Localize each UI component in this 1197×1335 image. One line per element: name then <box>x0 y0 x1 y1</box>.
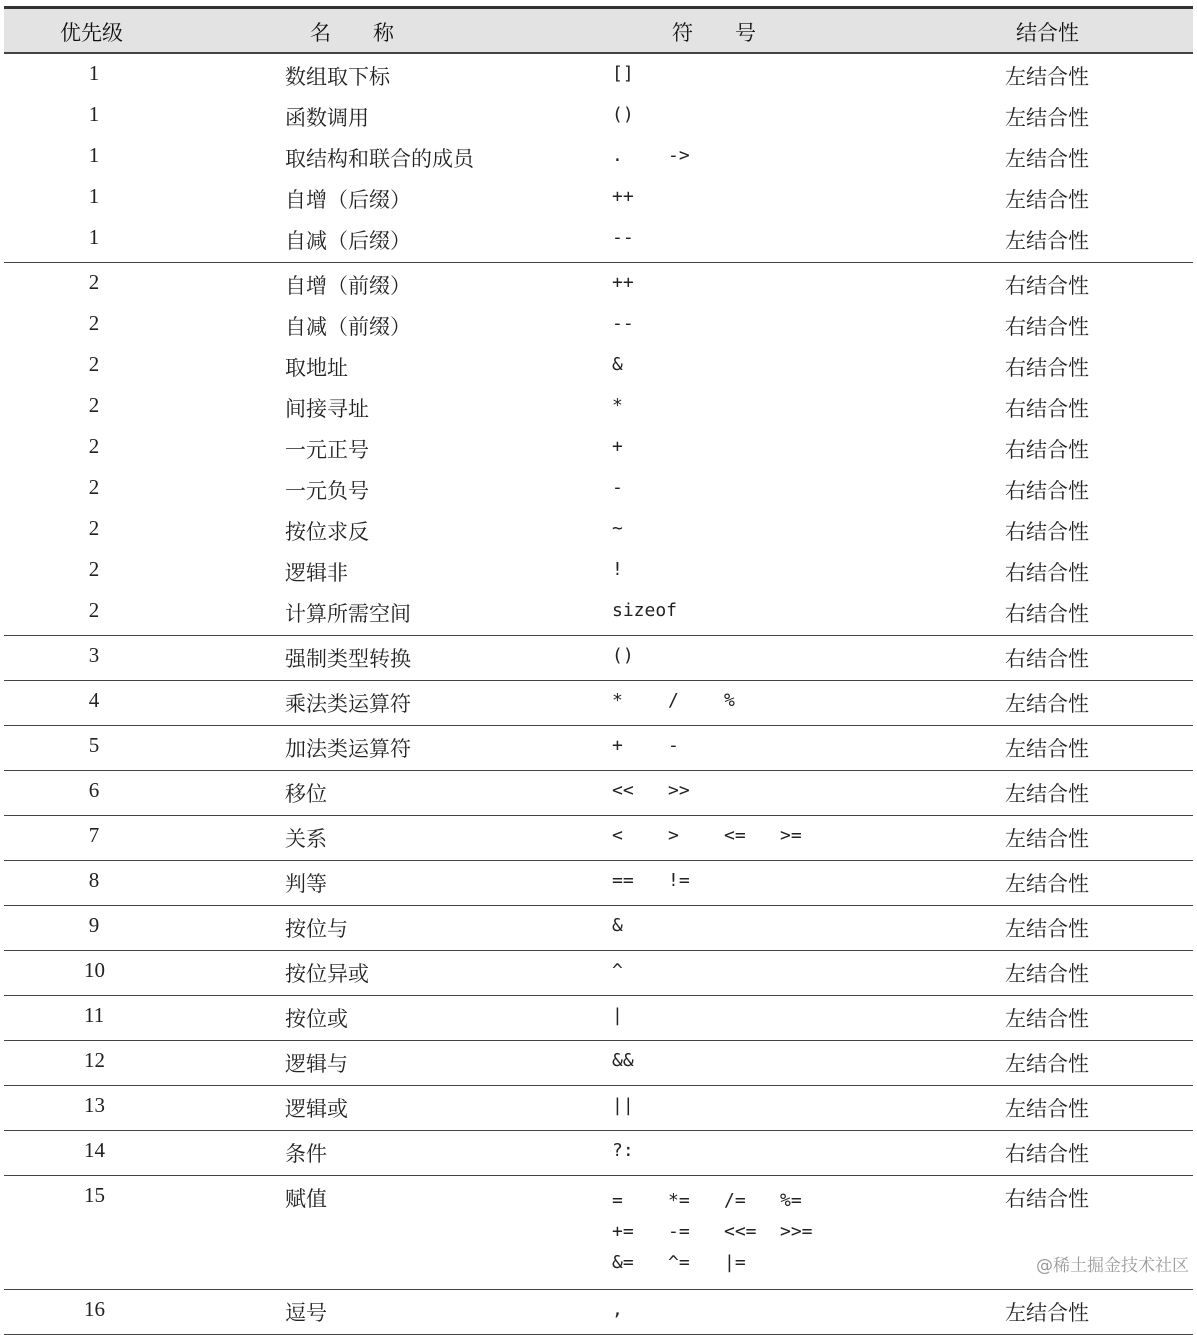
operator-symbol: << <box>612 780 634 801</box>
associativity-cell: 左结合性 <box>1005 872 1089 896</box>
operator-symbol: >>= <box>780 1221 813 1242</box>
priority-cell: 2 <box>88 598 100 622</box>
priority-cell: 9 <box>88 913 100 937</box>
operator-symbol: , <box>612 1299 623 1320</box>
name-cell: 取结构和联合的成员 <box>285 147 474 171</box>
operator-symbol: / <box>668 690 679 711</box>
operator-symbol: *= <box>668 1190 690 1211</box>
associativity-cell: 左结合性 <box>1005 1301 1089 1325</box>
symbol-cell <box>612 518 668 539</box>
operator-symbol: ~ <box>612 518 623 539</box>
symbol-cell <box>612 477 668 498</box>
symbol-cell <box>612 145 724 166</box>
priority-cell: 1 <box>88 102 100 126</box>
operator-symbol: * <box>612 690 623 711</box>
name-cell: 按位求反 <box>285 520 369 544</box>
symbol-cell <box>612 395 668 416</box>
operator-symbol: == <box>612 870 634 891</box>
row-group <box>4 1290 1193 1335</box>
symbol-cell <box>612 735 724 756</box>
operator-symbol: () <box>612 645 634 666</box>
name-cell: 逻辑或 <box>285 1097 348 1121</box>
operator-symbol: + <box>612 436 623 457</box>
associativity-cell: 右结合性 <box>1005 561 1089 585</box>
symbol-cell <box>612 1095 668 1116</box>
table-row <box>4 427 1193 468</box>
operator-symbol: () <box>612 104 634 125</box>
operator-symbol: >> <box>668 780 690 801</box>
associativity-cell: 右结合性 <box>1005 1142 1089 1166</box>
row-group <box>4 906 1193 951</box>
operator-symbol: ++ <box>612 186 634 207</box>
row-group <box>4 771 1193 816</box>
symbol-cell <box>612 313 668 334</box>
priority-cell: 4 <box>88 688 100 712</box>
table-row <box>4 1176 1193 1286</box>
symbol-cell <box>612 354 668 375</box>
priority-cell: 1 <box>88 143 100 167</box>
priority-cell: 3 <box>88 643 100 667</box>
row-group <box>4 681 1193 726</box>
row-group <box>4 726 1193 771</box>
operator-symbol: -= <box>668 1221 690 1242</box>
symbol-cell <box>612 960 668 981</box>
associativity-cell: 左结合性 <box>1005 917 1089 941</box>
header-associativity: 结合性 <box>1016 21 1079 45</box>
operator-symbol: ! <box>612 559 623 580</box>
associativity-cell: 右结合性 <box>1005 438 1089 462</box>
associativity-cell: 右结合性 <box>1005 602 1089 626</box>
table-row <box>4 54 1193 95</box>
operator-symbol: && <box>612 1050 634 1071</box>
associativity-cell: 左结合性 <box>1005 782 1089 806</box>
operator-symbol: sizeof <box>612 600 678 621</box>
name-cell: 间接寻址 <box>285 397 369 421</box>
operator-symbol: &= <box>612 1252 634 1273</box>
table-row <box>4 771 1193 812</box>
operator-symbol: ^ <box>612 960 623 981</box>
table-header <box>4 9 1193 54</box>
table-row <box>4 681 1193 722</box>
name-cell: 自增（前缀） <box>285 274 411 298</box>
priority-cell: 10 <box>84 958 105 982</box>
operator-symbol: ?: <box>612 1140 634 1161</box>
header-priority: 优先级 <box>60 21 123 45</box>
table-row <box>4 591 1193 632</box>
watermark: @稀土掘金技术社区 <box>1036 1256 1189 1276</box>
name-cell: 一元负号 <box>285 479 369 503</box>
symbol-cell <box>612 870 724 891</box>
table-row <box>4 95 1193 136</box>
operator-symbol: ++ <box>612 272 634 293</box>
operator-symbol: & <box>612 915 623 936</box>
associativity-cell: 左结合性 <box>1005 106 1089 130</box>
operator-symbol: = <box>612 1190 623 1211</box>
table-row <box>4 386 1193 427</box>
name-cell: 数组取下标 <box>285 65 390 89</box>
operator-symbol: - <box>668 735 679 756</box>
priority-cell: 2 <box>88 311 100 335</box>
name-cell: 逗号 <box>285 1301 327 1325</box>
priority-cell: 2 <box>88 352 100 376</box>
symbol-cell <box>612 915 668 936</box>
operator-symbol: | <box>612 1005 623 1026</box>
name-cell: 逻辑非 <box>285 561 348 585</box>
row-group <box>4 861 1193 906</box>
priority-cell: 1 <box>88 225 100 249</box>
row-group <box>4 951 1193 996</box>
priority-cell: 5 <box>88 733 100 757</box>
name-cell: 赋值 <box>285 1187 327 1211</box>
symbol-cell <box>612 186 668 207</box>
table-body <box>4 54 1193 1335</box>
associativity-cell: 右结合性 <box>1005 647 1089 671</box>
name-cell: 移位 <box>285 782 327 806</box>
priority-cell: 13 <box>84 1093 105 1117</box>
table-row <box>4 345 1193 386</box>
name-cell: 按位与 <box>285 917 348 941</box>
name-cell: 判等 <box>285 872 327 896</box>
table-row <box>4 951 1193 992</box>
row-group <box>4 54 1193 263</box>
name-cell: 强制类型转换 <box>285 647 411 671</box>
name-cell: 条件 <box>285 1142 327 1166</box>
associativity-cell: 左结合性 <box>1005 692 1089 716</box>
priority-cell: 1 <box>88 184 100 208</box>
name-cell: 函数调用 <box>285 106 369 130</box>
operator-precedence-table <box>4 6 1193 1335</box>
symbol-cell <box>612 559 668 580</box>
header-symbol: 符 号 <box>672 21 756 45</box>
priority-cell: 12 <box>84 1048 105 1072</box>
table-row <box>4 1041 1193 1082</box>
priority-cell: 1 <box>88 61 100 85</box>
name-cell: 自增（后缀） <box>285 188 411 212</box>
table-row <box>4 177 1193 218</box>
table-row <box>4 218 1193 259</box>
associativity-cell: 左结合性 <box>1005 188 1089 212</box>
operator-symbol: || <box>612 1095 634 1116</box>
symbol-cell <box>612 600 678 621</box>
row-group <box>4 816 1193 861</box>
operator-symbol: ^= <box>668 1252 690 1273</box>
name-cell: 一元正号 <box>285 438 369 462</box>
associativity-cell: 右结合性 <box>1005 315 1089 339</box>
associativity-cell: 右结合性 <box>1005 356 1089 380</box>
priority-cell: 2 <box>88 557 100 581</box>
associativity-cell: 右结合性 <box>1005 397 1089 421</box>
operator-symbol: . <box>612 145 623 166</box>
operator-symbol: % <box>724 690 735 711</box>
symbol-cell <box>612 63 668 84</box>
priority-cell: 8 <box>88 868 100 892</box>
table-row <box>4 1290 1193 1331</box>
operator-symbol: & <box>612 354 623 375</box>
row-group <box>4 1176 1193 1290</box>
priority-cell: 2 <box>88 270 100 294</box>
table-row <box>4 861 1193 902</box>
associativity-cell: 左结合性 <box>1005 827 1089 851</box>
table-row <box>4 726 1193 767</box>
associativity-cell: 左结合性 <box>1005 147 1089 171</box>
symbol-cell <box>612 227 668 248</box>
table-row <box>4 263 1193 304</box>
name-cell: 取地址 <box>285 356 348 380</box>
associativity-cell: 左结合性 <box>1005 229 1089 253</box>
operator-symbol: |= <box>724 1252 746 1273</box>
associativity-cell: 左结合性 <box>1005 1052 1089 1076</box>
priority-cell: 15 <box>84 1183 105 1207</box>
row-group <box>4 263 1193 636</box>
name-cell: 加法类运算符 <box>285 737 411 761</box>
operator-symbol: %= <box>780 1190 802 1211</box>
operator-symbol: > <box>668 825 679 846</box>
row-group <box>4 636 1193 681</box>
name-cell: 计算所需空间 <box>285 602 411 626</box>
priority-cell: 7 <box>88 823 100 847</box>
priority-cell: 11 <box>84 1003 105 1027</box>
table-row <box>4 636 1193 677</box>
symbol-cell <box>612 1050 668 1071</box>
table-row <box>4 996 1193 1037</box>
priority-cell: 2 <box>88 393 100 417</box>
name-cell: 按位或 <box>285 1007 348 1031</box>
operator-symbol: += <box>612 1221 634 1242</box>
symbol-cell <box>612 1299 668 1320</box>
name-cell: 逻辑与 <box>285 1052 348 1076</box>
symbol-cell <box>612 272 668 293</box>
associativity-cell: 左结合性 <box>1005 737 1089 761</box>
priority-cell: 6 <box>88 778 100 802</box>
priority-cell: 14 <box>84 1138 105 1162</box>
symbol-cell <box>612 780 724 801</box>
table-row <box>4 816 1193 857</box>
associativity-cell: 左结合性 <box>1005 1097 1089 1121</box>
operator-symbol: <<= <box>724 1221 757 1242</box>
priority-cell: 2 <box>88 475 100 499</box>
symbol-cell <box>612 104 668 125</box>
operator-symbol: -- <box>612 227 634 248</box>
associativity-cell: 右结合性 <box>1005 520 1089 544</box>
table-row <box>4 509 1193 550</box>
table-row <box>4 1086 1193 1127</box>
operator-symbol: < <box>612 825 623 846</box>
row-group <box>4 1041 1193 1086</box>
symbol-cell <box>612 690 780 711</box>
priority-cell: 16 <box>84 1297 105 1321</box>
operator-symbol: + <box>612 735 623 756</box>
table-row <box>4 468 1193 509</box>
associativity-cell: 左结合性 <box>1005 962 1089 986</box>
row-group <box>4 996 1193 1041</box>
name-cell: 乘法类运算符 <box>285 692 411 716</box>
associativity-cell: 右结合性 <box>1005 1187 1089 1211</box>
row-group <box>4 1086 1193 1131</box>
table-row <box>4 136 1193 177</box>
symbol-cell <box>612 825 836 846</box>
operator-symbol: -- <box>612 313 634 334</box>
priority-cell: 2 <box>88 516 100 540</box>
associativity-cell: 左结合性 <box>1005 65 1089 89</box>
row-group <box>4 1131 1193 1176</box>
associativity-cell: 右结合性 <box>1005 274 1089 298</box>
operator-symbol: >= <box>780 825 802 846</box>
symbol-cell <box>612 1140 668 1161</box>
symbol-cell <box>612 1185 836 1278</box>
operator-symbol: * <box>612 395 623 416</box>
table-row <box>4 550 1193 591</box>
name-cell: 自减（前缀） <box>285 315 411 339</box>
operator-symbol: <= <box>724 825 746 846</box>
operator-symbol: [] <box>612 63 634 84</box>
symbol-cell <box>612 645 668 666</box>
name-cell: 按位异或 <box>285 962 369 986</box>
operator-symbol: != <box>668 870 690 891</box>
table-row <box>4 304 1193 345</box>
operator-symbol: - <box>612 477 623 498</box>
name-cell: 自减（后缀） <box>285 229 411 253</box>
table-row <box>4 906 1193 947</box>
table-row <box>4 1131 1193 1172</box>
priority-cell: 2 <box>88 434 100 458</box>
operator-symbol: -> <box>668 145 690 166</box>
associativity-cell: 左结合性 <box>1005 1007 1089 1031</box>
symbol-cell <box>612 436 668 457</box>
associativity-cell: 右结合性 <box>1005 479 1089 503</box>
header-name: 名 称 <box>310 21 394 45</box>
operator-symbol: /= <box>724 1190 746 1211</box>
symbol-cell <box>612 1005 668 1026</box>
name-cell: 关系 <box>285 827 327 851</box>
